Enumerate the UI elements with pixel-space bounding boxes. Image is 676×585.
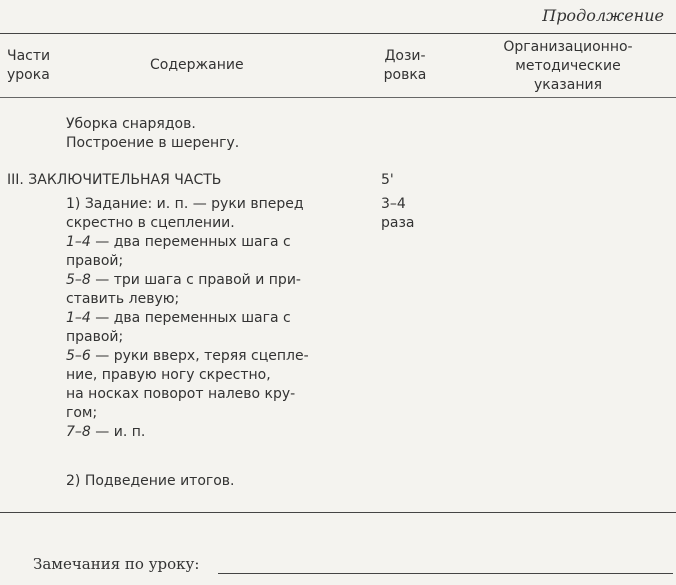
task-line bbox=[66, 290, 366, 309]
task-line bbox=[66, 252, 366, 271]
task-line bbox=[66, 271, 366, 290]
remarks-label: Замечания по уроку: bbox=[33, 555, 200, 573]
task-line bbox=[66, 233, 366, 252]
section-title: III. ЗАКЛЮЧИТЕЛЬНАЯ ЧАСТЬ bbox=[7, 172, 222, 188]
intro-block bbox=[66, 115, 239, 153]
task-text: ставить левую; bbox=[66, 291, 180, 307]
task-line bbox=[66, 214, 366, 233]
task-text: ние, правую ногу скрестно, bbox=[66, 367, 271, 383]
task-text: — два переменных шага с bbox=[90, 234, 291, 250]
task-text: — руки вверх, теряя сцепле- bbox=[90, 348, 309, 364]
dosage-task-line: 3–4 bbox=[381, 196, 406, 212]
table-top-rule bbox=[0, 33, 676, 34]
task-line bbox=[66, 385, 366, 404]
header-guidelines-line2: методические bbox=[515, 58, 621, 74]
header-lesson-parts-line1: Части bbox=[7, 48, 51, 64]
header-guidelines bbox=[468, 38, 668, 95]
task-count: 1–4 bbox=[66, 234, 91, 250]
task-text: правой; bbox=[66, 253, 124, 269]
header-lesson-parts-line2: урока bbox=[7, 67, 50, 83]
task-text: гом; bbox=[66, 405, 98, 421]
task-line bbox=[66, 195, 366, 214]
task-text: 1) Задание: и. п. — руки вперед bbox=[66, 196, 304, 212]
task-text: скрестно в сцеплении. bbox=[66, 215, 235, 231]
header-dosage-line2: ровка bbox=[383, 67, 427, 83]
continued-label: Продолжение bbox=[542, 6, 664, 25]
header-guidelines-line1: Организационно- bbox=[503, 39, 633, 55]
task-count: 7–8 bbox=[66, 424, 91, 440]
task-line bbox=[66, 328, 366, 347]
intro-line: Уборка снарядов. bbox=[66, 116, 196, 132]
task-block bbox=[66, 195, 366, 442]
task-text: — два переменных шага с bbox=[90, 310, 291, 326]
task-line bbox=[66, 309, 366, 328]
header-dosage bbox=[368, 47, 442, 85]
task-text: — три шага с правой и при- bbox=[90, 272, 301, 288]
header-lesson-parts bbox=[7, 47, 50, 85]
task-line bbox=[66, 423, 366, 442]
task-line bbox=[66, 366, 366, 385]
table-bottom-rule bbox=[0, 512, 676, 513]
header-bottom-rule bbox=[0, 97, 676, 98]
header-dosage-line1: Дози- bbox=[384, 48, 426, 64]
header-content: Содержание bbox=[150, 57, 244, 73]
task-count: 5–8 bbox=[66, 272, 91, 288]
task-line bbox=[66, 347, 366, 366]
dosage-task-line: раза bbox=[381, 215, 415, 231]
task-count: 1–4 bbox=[66, 310, 91, 326]
task-text: — и. п. bbox=[90, 424, 146, 440]
task-line bbox=[66, 404, 366, 423]
dosage-task bbox=[381, 195, 415, 233]
dosage-section: 5' bbox=[381, 172, 394, 188]
task-count: 5–6 bbox=[66, 348, 91, 364]
task-text: правой; bbox=[66, 329, 124, 345]
intro-line: Построение в шеренгу. bbox=[66, 135, 240, 151]
remarks-blank-line[interactable] bbox=[218, 573, 673, 574]
header-guidelines-line3: указания bbox=[533, 77, 603, 93]
summary-line: 2) Подведение итогов. bbox=[66, 473, 235, 489]
task-text: на носках поворот налево кру- bbox=[66, 386, 296, 402]
